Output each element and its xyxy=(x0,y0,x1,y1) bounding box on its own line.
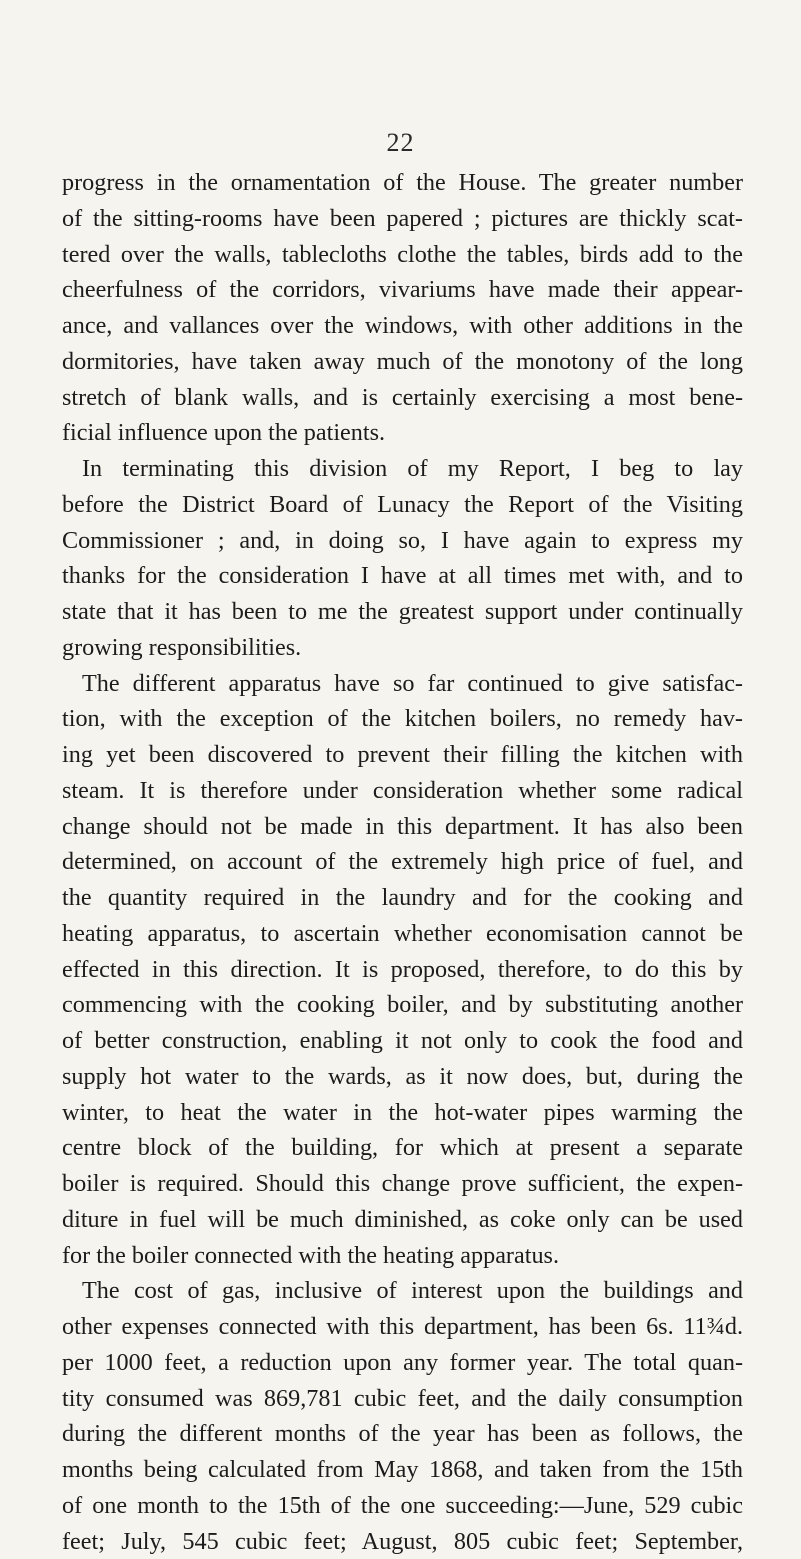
text-line: ficial influence upon the patients. xyxy=(62,415,743,451)
text-line: centre block of the building, for which at present a separate xyxy=(62,1130,743,1166)
text-line: The different apparatus have so far continued to give satisfac- xyxy=(62,666,743,702)
text-line: boiler is required. Should this change prove sufficient, the expen- xyxy=(62,1166,743,1202)
text-line: The cost of gas, inclusive of interest upon the buildings and xyxy=(62,1273,743,1309)
text-line: tity consumed was 869,781 cubic feet, and the daily consumption xyxy=(62,1381,743,1417)
text-line: heating apparatus, to ascertain whether economisation cannot be xyxy=(62,916,743,952)
text-line: growing responsibilities. xyxy=(62,630,743,666)
text-line: per 1000 feet, a reduction upon any former year. The total quan- xyxy=(62,1345,743,1381)
text-line: feet; July, 545 cubic feet; August, 805 cubic feet; September, xyxy=(62,1524,743,1559)
text-line: of the sitting-rooms have been papered ; pictures are thickly scat- xyxy=(62,201,743,237)
text-line: effected in this direction. It is proposed, therefore, to do this by xyxy=(62,952,743,988)
text-line: tion, with the exception of the kitchen boilers, no remedy hav- xyxy=(62,701,743,737)
text-line: diture in fuel will be much diminished, as coke only can be used xyxy=(62,1202,743,1238)
text-line: before the District Board of Lunacy the Report of the Visiting xyxy=(62,487,743,523)
text-line: of one month to the 15th of the one succeeding:—June, 529 cubic xyxy=(62,1488,743,1524)
text-line: state that it has been to me the greatest support under continually xyxy=(62,594,743,630)
text-line: cheerfulness of the corridors, vivariums have made their appear- xyxy=(62,272,743,308)
text-line: Commissioner ; and, in doing so, I have again to express my xyxy=(62,523,743,559)
text-line: thanks for the consideration I have at all times met with, and to xyxy=(62,558,743,594)
text-line: progress in the ornamentation of the House. The greater number xyxy=(62,165,743,201)
text-line: change should not be made in this department. It has also been xyxy=(62,809,743,845)
text-line: for the boiler connected with the heating apparatus. xyxy=(62,1238,743,1274)
text-line: other expenses connected with this department, has been 6s. 11¾d. xyxy=(62,1309,743,1345)
text-line: the quantity required in the laundry and for the cooking and xyxy=(62,880,743,916)
text-line: supply hot water to the wards, as it now does, but, during the xyxy=(62,1059,743,1095)
text-line: commencing with the cooking boiler, and by substituting another xyxy=(62,987,743,1023)
text-line: ing yet been discovered to prevent their filling the kitchen with xyxy=(62,737,743,773)
text-line: of better construction, enabling it not only to cook the food and xyxy=(62,1023,743,1059)
text-line: tered over the walls, tablecloths clothe the tables, birds add to the xyxy=(62,237,743,273)
text-line: determined, on account of the extremely high price of fuel, and xyxy=(62,844,743,880)
text-line: during the different months of the year has been as follows, the xyxy=(62,1416,743,1452)
text-line: winter, to heat the water in the hot-water pipes warming the xyxy=(62,1095,743,1131)
text-line: steam. It is therefore under consideration whether some radical xyxy=(62,773,743,809)
body-text xyxy=(62,165,743,1559)
text-line: months being calculated from May 1868, and taken from the 15th xyxy=(62,1452,743,1488)
page-number: 22 xyxy=(0,128,801,158)
text-line: ance, and vallances over the windows, with other additions in the xyxy=(62,308,743,344)
text-line: stretch of blank walls, and is certainly exercising a most bene- xyxy=(62,380,743,416)
text-line: dormitories, have taken away much of the monotony of the long xyxy=(62,344,743,380)
text-line: In terminating this division of my Report, I beg to lay xyxy=(62,451,743,487)
